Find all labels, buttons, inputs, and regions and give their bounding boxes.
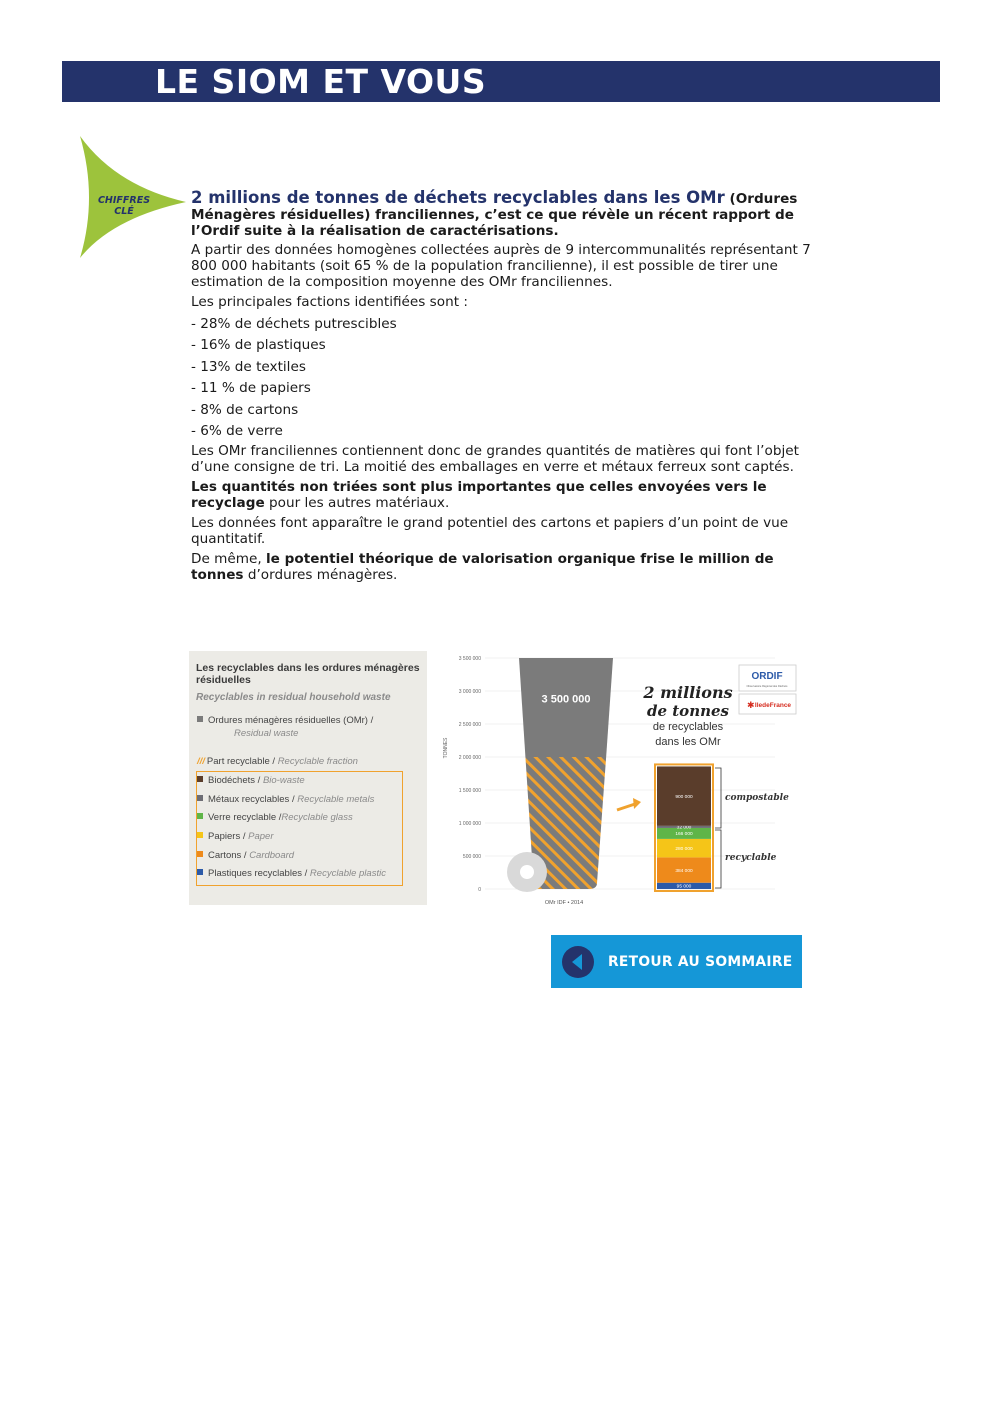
stack-segment-label: 95 000 (676, 884, 692, 890)
arrow-right-icon (617, 798, 641, 810)
y-tick-label: 1 000 000 (458, 821, 481, 827)
list-item: - 6% de verre (191, 423, 283, 439)
y-tick-label: 500 000 (462, 854, 481, 860)
list-intro: Les principales factions identifiées sont : (191, 294, 468, 310)
legend-item-en: Recyclable glass (281, 812, 353, 823)
legend-omr-fr: Ordures ménagères résiduelles (OMr) / (208, 715, 374, 726)
intro-paragraph: A partir des données homogènes collectées auprès de 9 intercommunalités représentant 7 800 000 habitants (soit 65 % de la population francilienne), il est possible de tirer une estimation de la composition moyenne des OMr franciliennes. (191, 242, 811, 290)
legend-swatch (197, 832, 203, 838)
legend-omr-en: Residual waste (234, 728, 299, 739)
legend-part-en: Recyclable fraction (277, 756, 358, 767)
legend-subtitle: Recyclables in residual household waste (196, 692, 391, 703)
annotation-line3: de recyclables (652, 721, 724, 733)
list-item: - 13% de textiles (191, 358, 306, 375)
iledefrance-logo (739, 694, 796, 714)
paragraph-organique-start: De même, (191, 551, 267, 567)
list-item: - 28% de déchets putrescibles (191, 315, 397, 332)
legend-item: Plastiques recyclables / Recyclable plastic (197, 868, 386, 879)
y-tick-label: 3 500 000 (458, 656, 481, 662)
list-item: - 16% de plastiques (191, 337, 326, 353)
legend-item: Cartons / Cardboard (197, 850, 294, 861)
ordif-logo-text: ORDIF (751, 671, 783, 682)
legend-item-fr: Cartons (208, 850, 242, 861)
annotation-line4: dans les OMr (655, 736, 721, 748)
y-tick-label: 0 (478, 887, 481, 893)
list-item: - 8% de cartons (191, 401, 299, 418)
asterisk-icon: ✱ (747, 701, 755, 711)
stack-segment-label: 32 000 (676, 825, 692, 831)
y-tick-label: 3 000 000 (458, 689, 481, 695)
page-title: LE SIOM ET VOUS (155, 62, 487, 101)
y-tick-label: 2 000 000 (458, 755, 481, 761)
legend-item: Verre recyclable /Recyclable glass (197, 812, 353, 823)
legend-item: Papiers / Paper (197, 831, 274, 842)
iledefrance-logo-text: IledeFrance (754, 702, 792, 709)
paragraph-quantites-bold: Les quantités non triées sont plus importantes que celles envoyées vers le recyclage (191, 479, 767, 511)
badge-line2: CLÉ (114, 206, 134, 217)
y-axis-label: TONNES (443, 737, 449, 759)
paragraph-potentiel: Les données font apparaître le grand potentiel des cartons et papiers d’un point de vue quantitatif. (191, 515, 789, 547)
article-body (191, 190, 811, 583)
legend-swatch (197, 776, 203, 782)
legend-item-fr: Plastiques recyclables (208, 868, 302, 879)
recyclable-label: recyclable (725, 853, 777, 863)
legend-swatch (197, 716, 203, 722)
legend-item-fr: Papiers (208, 831, 241, 842)
legend-item-en: Paper (248, 831, 274, 842)
legend-row-omr-en (234, 728, 298, 739)
x-category-label: OMr IDF • 2014 (544, 900, 584, 906)
legend-item-en: Recyclable metals (297, 794, 375, 805)
stack-segment-label: 384 000 (675, 868, 693, 874)
ordif-logo (739, 665, 796, 691)
paragraph-quantites-rest: pour les autres matériaux. (264, 495, 450, 511)
legend-item-fr: Biodéchets (208, 775, 256, 786)
recyclable-bracket (715, 830, 721, 888)
badge-label (88, 195, 160, 217)
list-item: - 11 % de papiers (191, 380, 311, 396)
omr-bar-upper (519, 658, 613, 757)
return-to-summary-button[interactable] (551, 935, 802, 988)
legend-item: Métaux recyclables / Recyclable metals (197, 794, 374, 805)
recyclables-chart (437, 648, 801, 910)
total-value-label: 3 500 000 (541, 693, 591, 706)
stack-segment-label: 900 000 (675, 794, 693, 800)
paragraph-organique-bold: le potentiel théorique de valorisation organique frise le million de tonnes (191, 551, 774, 583)
y-tick-label: 2 500 000 (458, 722, 481, 728)
paragraph-organique-rest: d’ordures ménagères. (243, 567, 398, 583)
y-tick-label: 1 500 000 (458, 788, 481, 794)
annotation-line2: de tonnes (647, 702, 729, 720)
header-banner (62, 61, 940, 102)
legend-item-fr: Verre recyclable (208, 812, 277, 823)
legend-item-en: Bio-waste (262, 775, 305, 786)
annotation-line1: 2 millions (643, 683, 733, 702)
legend-item-en: Recyclable plastic (309, 868, 386, 879)
compostable-label: compostable (725, 793, 789, 803)
lead-rest: (Ordures Ménagères résiduelles) franciliennes, c’est ce que révèle un récent rapport de l’Ordif suite à la réalisation de caractérisations. (191, 191, 798, 239)
legend-part-fr: Part recyclable / (206, 756, 276, 767)
paragraph-organique (191, 551, 811, 583)
legend-item-en: Cardboard (249, 850, 295, 861)
paragraph-quantites (191, 479, 811, 511)
headline: 2 millions de tonnes de déchets recyclables dans les OMr (191, 188, 725, 207)
stack-segment-label: 280 000 (675, 846, 693, 852)
legend-row-part (197, 756, 358, 767)
hatch-icon: /// (197, 756, 205, 767)
badge-line1: CHIFFRES (97, 195, 151, 206)
legend-title: Les recyclables dans les ordures ménagères résiduelles (196, 662, 420, 686)
legend-item: Biodéchets / Bio-waste (197, 775, 305, 786)
compostable-bracket (715, 768, 721, 828)
legend-swatch (197, 795, 203, 801)
legend-swatch (197, 813, 203, 819)
legend-swatch (197, 851, 203, 857)
paragraph-consigne: Les OMr franciliennes contiennent donc de grandes quantités de matières qui font l’objet d’une consigne de tri. La moitié des emballages en verre et métaux ferreux sont captés. (191, 443, 799, 475)
lead-paragraph (191, 190, 811, 239)
recyclable-stack (655, 764, 713, 891)
legend-item-fr: Métaux recyclables (208, 794, 290, 805)
stack-segment-label: 166 000 (675, 832, 693, 838)
chart-y-tick-labels (459, 656, 481, 893)
bin-wheel-hub (520, 865, 534, 879)
ordif-logo-subtext: Observatoire Régional des Déchets (746, 685, 788, 688)
legend-row-omr (197, 715, 373, 726)
legend-swatch (197, 869, 203, 875)
back-arrow-icon (562, 946, 594, 978)
chart-legend-panel (189, 651, 427, 905)
return-button-label: RETOUR AU SOMMAIRE (608, 954, 793, 970)
